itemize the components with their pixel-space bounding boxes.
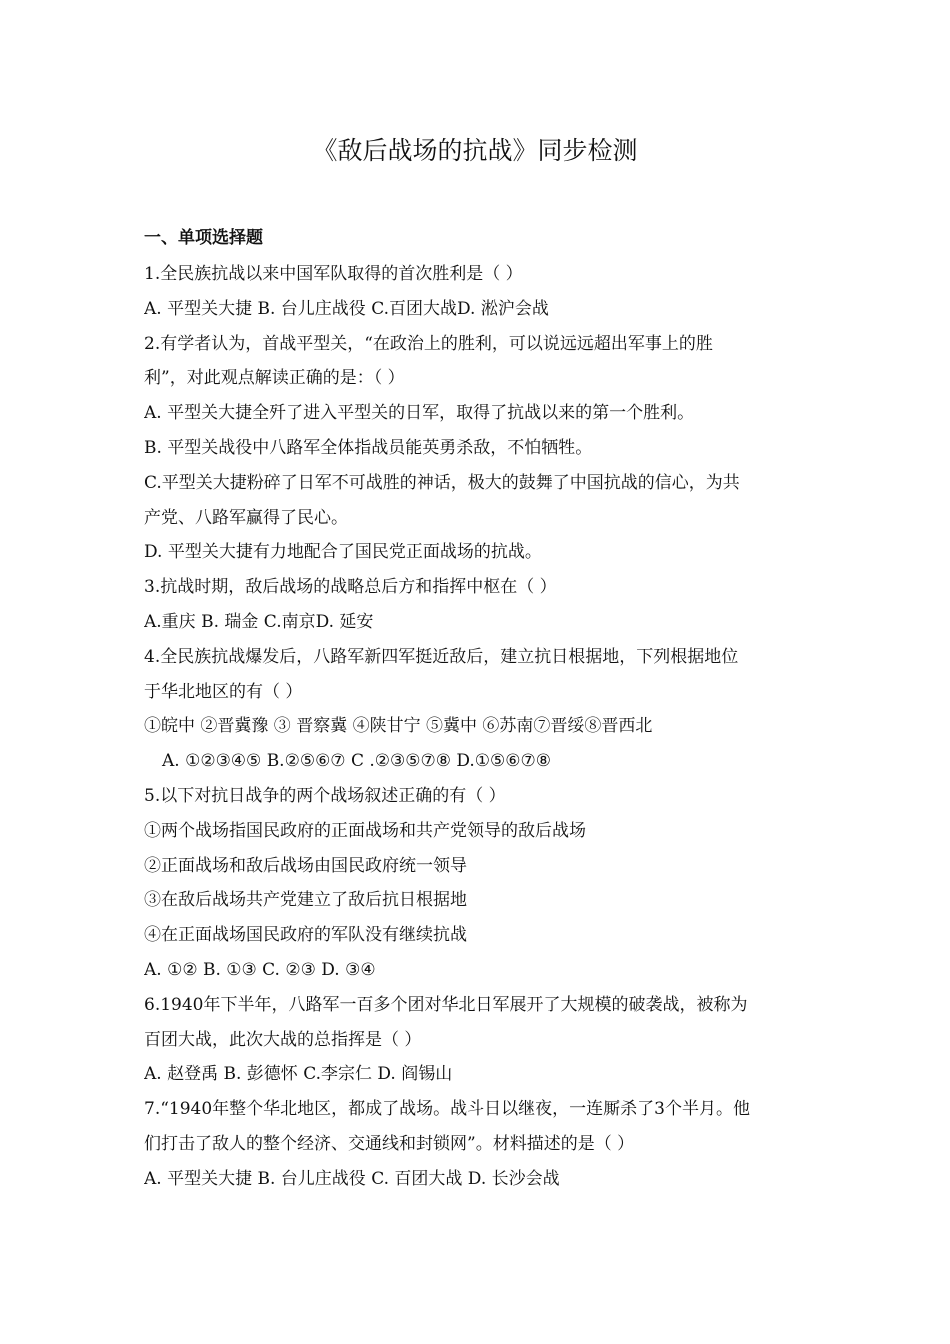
question-2-option-c-cont: 产党、八路军赢得了民心。 — [144, 507, 348, 528]
question-4-stem: 4.全民族抗战爆发后，八路军新四军挺近敌后，建立抗日根据地，下列根据地位 — [144, 646, 739, 667]
question-2-option-c: C.平型关大捷粉碎了日军不可战胜的神话，极大的鼓舞了中国抗战的信心，为共 — [144, 472, 740, 493]
question-2-stem-cont: 利”，对此观点解读正确的是：（ ） — [144, 368, 405, 389]
question-3-stem: 3.抗战时期，敌后战场的战略总后方和指挥中枢在（ ） — [144, 577, 557, 598]
question-6-stem: 6.1940年下半年，八路军一百多个团对华北日军展开了大规模的破袭战，被称为 — [144, 994, 748, 1015]
question-7-stem: 7.“1940年整个华北地区，都成了战场。战斗日以继夜，一连厮杀了3个半月。他 — [144, 1099, 750, 1120]
question-5-item-4: ④在正面战场国民政府的军队没有继续抗战 — [144, 925, 467, 946]
question-2-stem: 2.有学者认为，首战平型关，“在政治上的胜利，可以说远远超出军事上的胜 — [144, 333, 713, 354]
question-7-options: A. 平型关大捷 B. 台儿庄战役 C. 百团大战 D. 长沙会战 — [144, 1168, 560, 1189]
question-1-stem: 1.全民族抗战以来中国军队取得的首次胜利是（ ） — [144, 264, 523, 284]
question-2-option-d: D. 平型关大捷有力地配合了国民党正面战场的抗战。 — [144, 542, 542, 563]
question-2-option-b: B. 平型关战役中八路军全体指战员能英勇杀敌，不怕牺牲。 — [144, 437, 593, 458]
question-5-item-2: ②正面战场和敌后战场由国民政府统一领导 — [144, 855, 467, 876]
question-list — [144, 257, 814, 1197]
question-4-stem-cont: 于华北地区的有（ ） — [144, 681, 303, 702]
question-4-items: ①皖中 ②晋冀豫 ③ 晋察冀 ④陕甘宁 ⑤冀中 ⑥苏南⑦晋绥⑧晋西北 — [144, 716, 653, 737]
question-5-item-1: ①两个战场指国民政府的正面战场和共产党领导的敌后战场 — [144, 820, 586, 841]
question-6-options: A. 赵登禹 B. 彭德怀 C.李宗仁 D. 阎锡山 — [144, 1064, 453, 1085]
question-7-stem-cont: 们打击了敌人的整个经济、交通线和封锁网”。材料描述的是（ ） — [144, 1133, 635, 1154]
page-title: 《敌后战场的抗战》同步检测 — [312, 136, 638, 165]
question-4-options: A. ①②③④⑤ B.②⑤⑥⑦ C .②③⑤⑦⑧ D.①⑤⑥⑦⑧ — [162, 751, 551, 772]
question-5-stem: 5.以下对抗日战争的两个战场叙述正确的有（ ） — [144, 785, 506, 806]
question-5-item-3: ③在敌后战场共产党建立了敌后抗日根据地 — [144, 890, 467, 911]
question-5-options: A. ①② B. ①③ C. ②③ D. ③④ — [144, 959, 376, 980]
question-2-option-a: A. 平型关大捷全歼了进入平型关的日军，取得了抗战以来的第一个胜利。 — [144, 403, 695, 424]
section-heading: 一、单项选择题 — [144, 228, 263, 248]
question-1-options: A. 平型关大捷 B. 台儿庄战役 C.百团大战D. 淞沪会战 — [144, 298, 549, 319]
question-3-options: A.重庆 B. 瑞金 C.南京D. 延安 — [144, 611, 374, 632]
question-6-stem-cont: 百团大战，此次大战的总指挥是（ ） — [144, 1029, 422, 1050]
